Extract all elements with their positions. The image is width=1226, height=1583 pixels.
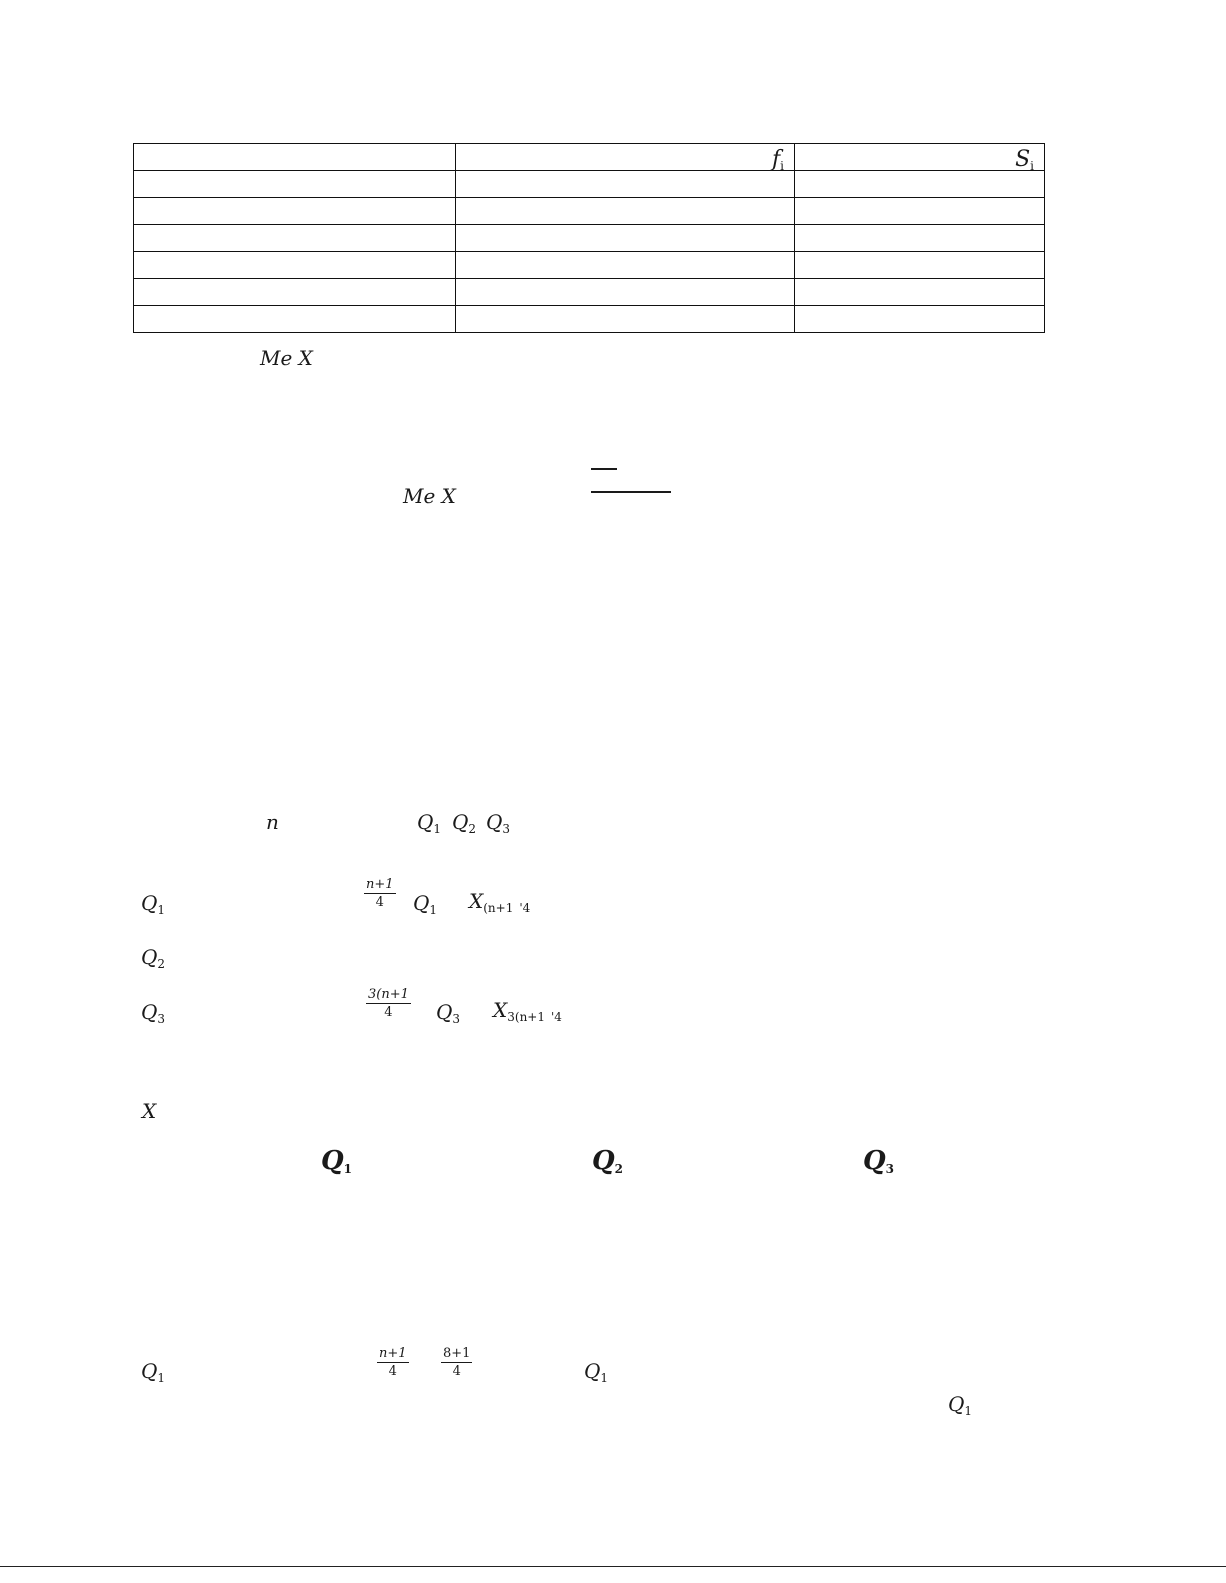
bold-q1-heading: $Q_1$ [321, 1146, 353, 1176]
rule-q3-order-statistic: $X_{3(n+1}$ $_{'4}$ [493, 998, 562, 1024]
bold-q3-heading: $Q_3$ [863, 1146, 895, 1176]
rule-q1-order-statistic: $X_{(n+1}$ $_{'4}$ [469, 889, 531, 915]
rule-q3-label: $Q_3$ [141, 1000, 166, 1026]
quartile-q1-symbol: $Q_1$ [417, 810, 442, 836]
median-label: Me X [403, 484, 456, 508]
page-bottom-rule [0, 1566, 1226, 1567]
fraction-bar-long [591, 491, 671, 493]
sample-size-symbol: n [266, 810, 279, 834]
example-fraction-numeric: $\frac{8+1}{4}$ [443, 1346, 471, 1379]
cumulative-symbol: $S_i$ [1015, 147, 1034, 173]
bold-q2-heading: $Q_2$ [592, 1146, 624, 1176]
rule-q1-label: $Q_1$ [141, 891, 166, 917]
table-header-row [134, 144, 1045, 171]
table-row [134, 252, 1045, 279]
table-header-cell [134, 144, 456, 171]
rule-q3-fraction: $\frac{3(n+1}{4}$ [368, 987, 409, 1020]
table-row [134, 306, 1045, 333]
rule-q3-ref: $Q_3$ [436, 1000, 461, 1026]
example-q1-right: $Q_1$ [948, 1392, 973, 1418]
frequency-table [133, 143, 1045, 333]
example-q1-label: $Q_1$ [141, 1359, 166, 1385]
rule-q1-fraction: $\frac{n+1}{4}$ [366, 877, 394, 910]
table-header-cell [456, 144, 795, 171]
rule-q1-ref: $Q_1$ [413, 891, 438, 917]
rule-q2-label: $Q_2$ [141, 945, 166, 971]
fraction-bar-short [591, 468, 617, 470]
quartile-q3-symbol: $Q_3$ [486, 810, 511, 836]
median-label: Me X [260, 346, 313, 370]
table-header-cell [795, 144, 1045, 171]
table-row [134, 225, 1045, 252]
quartile-q2-symbol: $Q_2$ [452, 810, 477, 836]
table-row [134, 198, 1045, 225]
frequency-symbol: $f_i$ [772, 147, 784, 173]
table-row [134, 279, 1045, 306]
example-fraction-general: $\frac{n+1}{4}$ [379, 1346, 407, 1379]
example-q1-ref: $Q_1$ [584, 1359, 609, 1385]
variable-x-label: X [142, 1099, 157, 1123]
table-row [134, 171, 1045, 198]
